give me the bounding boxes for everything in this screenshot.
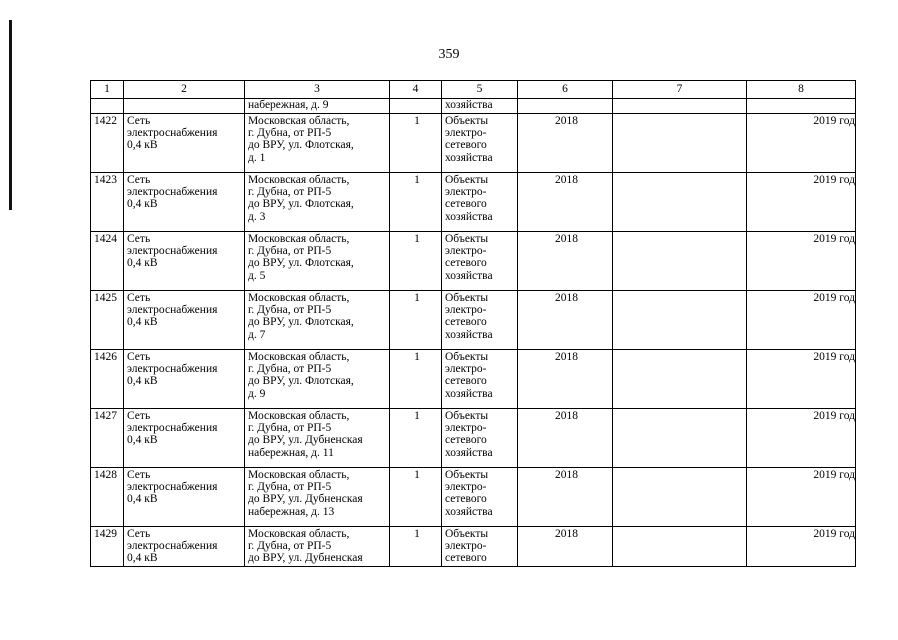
- object-address-line: г. Дубна, от РП-5: [248, 363, 332, 376]
- object-category-line: сетевого: [445, 552, 487, 565]
- object-term: 2019 год: [747, 291, 856, 350]
- object-address-line: Московская область,: [248, 174, 350, 186]
- object-name-line: 0,4 кВ: [127, 257, 158, 270]
- table-row: [91, 291, 856, 350]
- object-name-line: электроснабжения: [127, 422, 218, 435]
- object-quantity: 1: [390, 291, 442, 350]
- object-year: 2018: [518, 527, 613, 567]
- object-name-line: электроснабжения: [127, 481, 218, 494]
- object-category: [442, 232, 518, 291]
- table-row: [91, 468, 856, 527]
- cont-col7: [613, 99, 747, 114]
- object-category-line: хозяйства: [445, 505, 493, 518]
- object-term: 2019 год: [747, 350, 856, 409]
- object-category-line: сетевого: [445, 375, 487, 388]
- object-category-line: сетевого: [445, 316, 487, 329]
- header-cell-3: 3: [245, 81, 390, 99]
- header-cell-1: 1: [91, 81, 124, 99]
- object-name-line: электроснабжения: [127, 304, 218, 317]
- header-cell-6: 6: [518, 81, 613, 99]
- object-address: [245, 173, 390, 232]
- object-quantity: 1: [390, 173, 442, 232]
- object-address-line: до ВРУ, ул. Дубненская: [248, 434, 363, 447]
- row-number: 1424: [91, 232, 124, 291]
- object-year: 2018: [518, 232, 613, 291]
- object-name-line: Сеть: [127, 410, 151, 422]
- object-category-line: электро-: [445, 540, 487, 553]
- cont-address-line: набережная, д. 9: [248, 99, 329, 111]
- object-name: [124, 350, 245, 409]
- row-number: 1422: [91, 114, 124, 173]
- object-address-line: до ВРУ, ул. Дубненская: [248, 552, 363, 565]
- object-name-line: Сеть: [127, 351, 151, 363]
- object-address-line: г. Дубна, от РП-5: [248, 304, 332, 317]
- object-col7: [613, 409, 747, 468]
- object-category-line: Объекты: [445, 351, 489, 363]
- cont-year: [518, 99, 613, 114]
- object-name-line: 0,4 кВ: [127, 434, 158, 447]
- object-name-line: 0,4 кВ: [127, 493, 158, 506]
- object-category-line: электро-: [445, 245, 487, 258]
- header-cell-2: 2: [124, 81, 245, 99]
- table-row: [91, 114, 856, 173]
- object-quantity: 1: [390, 232, 442, 291]
- object-address-line: до ВРУ, ул. Флотская,: [248, 375, 354, 388]
- object-address: [245, 114, 390, 173]
- object-col7: [613, 173, 747, 232]
- object-year: 2018: [518, 350, 613, 409]
- object-address-line: Московская область,: [248, 528, 350, 540]
- object-name-line: Сеть: [127, 233, 151, 245]
- object-year: 2018: [518, 409, 613, 468]
- object-category-line: электро-: [445, 304, 487, 317]
- object-address-line: г. Дубна, от РП-5: [248, 245, 332, 258]
- object-year: 2018: [518, 291, 613, 350]
- table-row: [91, 232, 856, 291]
- object-name-line: электроснабжения: [127, 127, 218, 140]
- object-category-line: сетевого: [445, 434, 487, 447]
- object-category-line: хозяйства: [445, 446, 493, 459]
- object-category: [442, 173, 518, 232]
- table-row: [91, 350, 856, 409]
- object-address-line: Московская область,: [248, 233, 350, 245]
- row-number: 1427: [91, 409, 124, 468]
- object-col7: [613, 291, 747, 350]
- object-address-line: Московская область,: [248, 115, 350, 127]
- object-address-line: до ВРУ, ул. Дубненская: [248, 493, 363, 506]
- object-address-line: до ВРУ, ул. Флотская,: [248, 139, 354, 152]
- object-category-line: хозяйства: [445, 269, 493, 282]
- object-name-line: Сеть: [127, 469, 151, 481]
- header-cell-8: 8: [747, 81, 856, 99]
- object-category-line: хозяйства: [445, 210, 493, 223]
- object-term: 2019 год: [747, 527, 856, 567]
- object-term: 2019 год: [747, 114, 856, 173]
- object-category-line: Объекты: [445, 410, 489, 422]
- object-name-line: электроснабжения: [127, 186, 218, 199]
- object-category: [442, 409, 518, 468]
- object-category-line: Объекты: [445, 233, 489, 245]
- cont-category-line: хозяйства: [445, 99, 493, 111]
- row-number: 1428: [91, 468, 124, 527]
- object-term: 2019 год: [747, 232, 856, 291]
- object-address-line: набережная, д. 11: [248, 446, 334, 459]
- object-year: 2018: [518, 114, 613, 173]
- object-address: [245, 468, 390, 527]
- header-row: [91, 81, 856, 99]
- object-address: [245, 350, 390, 409]
- object-address-line: д. 5: [248, 269, 266, 282]
- object-category-line: хозяйства: [445, 387, 493, 400]
- object-address-line: набережная, д. 13: [248, 505, 335, 518]
- object-name: [124, 468, 245, 527]
- object-year: 2018: [518, 468, 613, 527]
- object-address-line: д. 3: [248, 210, 266, 223]
- object-category-line: хозяйства: [445, 328, 493, 341]
- object-quantity: 1: [390, 468, 442, 527]
- object-name-line: Сеть: [127, 528, 151, 540]
- object-term: 2019 год: [747, 468, 856, 527]
- object-year: 2018: [518, 173, 613, 232]
- object-quantity: 1: [390, 409, 442, 468]
- cont-term: [747, 99, 856, 114]
- registry-table: [90, 80, 856, 567]
- object-name-line: 0,4 кВ: [127, 552, 158, 565]
- row-number: 1423: [91, 173, 124, 232]
- object-address: [245, 232, 390, 291]
- object-category-line: Объекты: [445, 528, 489, 540]
- object-name-line: 0,4 кВ: [127, 316, 158, 329]
- object-category-line: электро-: [445, 127, 487, 140]
- object-address-line: до ВРУ, ул. Флотская,: [248, 257, 354, 270]
- object-address-line: г. Дубна, от РП-5: [248, 422, 332, 435]
- object-category: [442, 291, 518, 350]
- object-address-line: Московская область,: [248, 410, 350, 422]
- object-address-line: до ВРУ, ул. Флотская,: [248, 316, 354, 329]
- row-number: 1425: [91, 291, 124, 350]
- continuation-row: [91, 99, 856, 114]
- object-category-line: электро-: [445, 363, 487, 376]
- object-address: [245, 527, 390, 567]
- object-category-line: Объекты: [445, 469, 489, 481]
- object-name-line: 0,4 кВ: [127, 375, 158, 388]
- table-row: [91, 409, 856, 468]
- object-category-line: Объекты: [445, 174, 489, 186]
- object-name-line: Сеть: [127, 292, 151, 304]
- table-row: [91, 173, 856, 232]
- object-address: [245, 409, 390, 468]
- object-category: [442, 468, 518, 527]
- header-cell-4: 4: [390, 81, 442, 99]
- header-cell-5: 5: [442, 81, 518, 99]
- object-address-line: Московская область,: [248, 351, 350, 363]
- object-address-line: д. 9: [248, 387, 266, 400]
- object-quantity: 1: [390, 350, 442, 409]
- object-category-line: сетевого: [445, 139, 487, 152]
- object-address: [245, 291, 390, 350]
- object-name: [124, 114, 245, 173]
- row-number: 1426: [91, 350, 124, 409]
- object-category-line: сетевого: [445, 493, 487, 506]
- object-col7: [613, 114, 747, 173]
- object-name-line: электроснабжения: [127, 363, 218, 376]
- table-row: [91, 527, 856, 567]
- header-cell-7: 7: [613, 81, 747, 99]
- row-number: 1429: [91, 527, 124, 567]
- object-category-line: сетевого: [445, 198, 487, 211]
- object-name: [124, 173, 245, 232]
- object-name-line: Сеть: [127, 174, 151, 186]
- object-col7: [613, 468, 747, 527]
- object-category-line: электро-: [445, 481, 487, 494]
- cont-name: [124, 99, 245, 114]
- object-col7: [613, 350, 747, 409]
- object-name: [124, 232, 245, 291]
- cont-qty: [390, 99, 442, 114]
- object-category: [442, 527, 518, 567]
- object-category: [442, 350, 518, 409]
- object-category-line: Объекты: [445, 115, 489, 127]
- object-address-line: д. 1: [248, 151, 266, 164]
- object-name-line: электроснабжения: [127, 540, 218, 553]
- object-name: [124, 291, 245, 350]
- object-term: 2019 год: [747, 173, 856, 232]
- cont-category: [442, 99, 518, 114]
- object-category-line: сетевого: [445, 257, 487, 270]
- object-address-line: г. Дубна, от РП-5: [248, 127, 332, 140]
- cont-num: [91, 99, 124, 114]
- object-term: 2019 год: [747, 409, 856, 468]
- object-address-line: г. Дубна, от РП-5: [248, 186, 332, 199]
- page-number: 359: [438, 47, 460, 62]
- object-category-line: Объекты: [445, 292, 489, 304]
- cont-address: [245, 99, 390, 114]
- object-address-line: до ВРУ, ул. Флотская,: [248, 198, 354, 211]
- object-address-line: Московская область,: [248, 292, 350, 304]
- object-name-line: электроснабжения: [127, 245, 218, 258]
- object-name-line: Сеть: [127, 115, 151, 127]
- object-name: [124, 409, 245, 468]
- object-name-line: 0,4 кВ: [127, 139, 158, 152]
- object-category: [442, 114, 518, 173]
- object-name-line: 0,4 кВ: [127, 198, 158, 211]
- object-category-line: электро-: [445, 186, 487, 199]
- object-col7: [613, 527, 747, 567]
- object-name: [124, 527, 245, 567]
- object-col7: [613, 232, 747, 291]
- object-quantity: 1: [390, 527, 442, 567]
- object-address-line: г. Дубна, от РП-5: [248, 481, 332, 494]
- object-address-line: д. 7: [248, 328, 266, 341]
- object-quantity: 1: [390, 114, 442, 173]
- object-address-line: г. Дубна, от РП-5: [248, 540, 332, 553]
- object-category-line: электро-: [445, 422, 487, 435]
- object-address-line: Московская область,: [248, 469, 350, 481]
- object-category-line: хозяйства: [445, 151, 493, 164]
